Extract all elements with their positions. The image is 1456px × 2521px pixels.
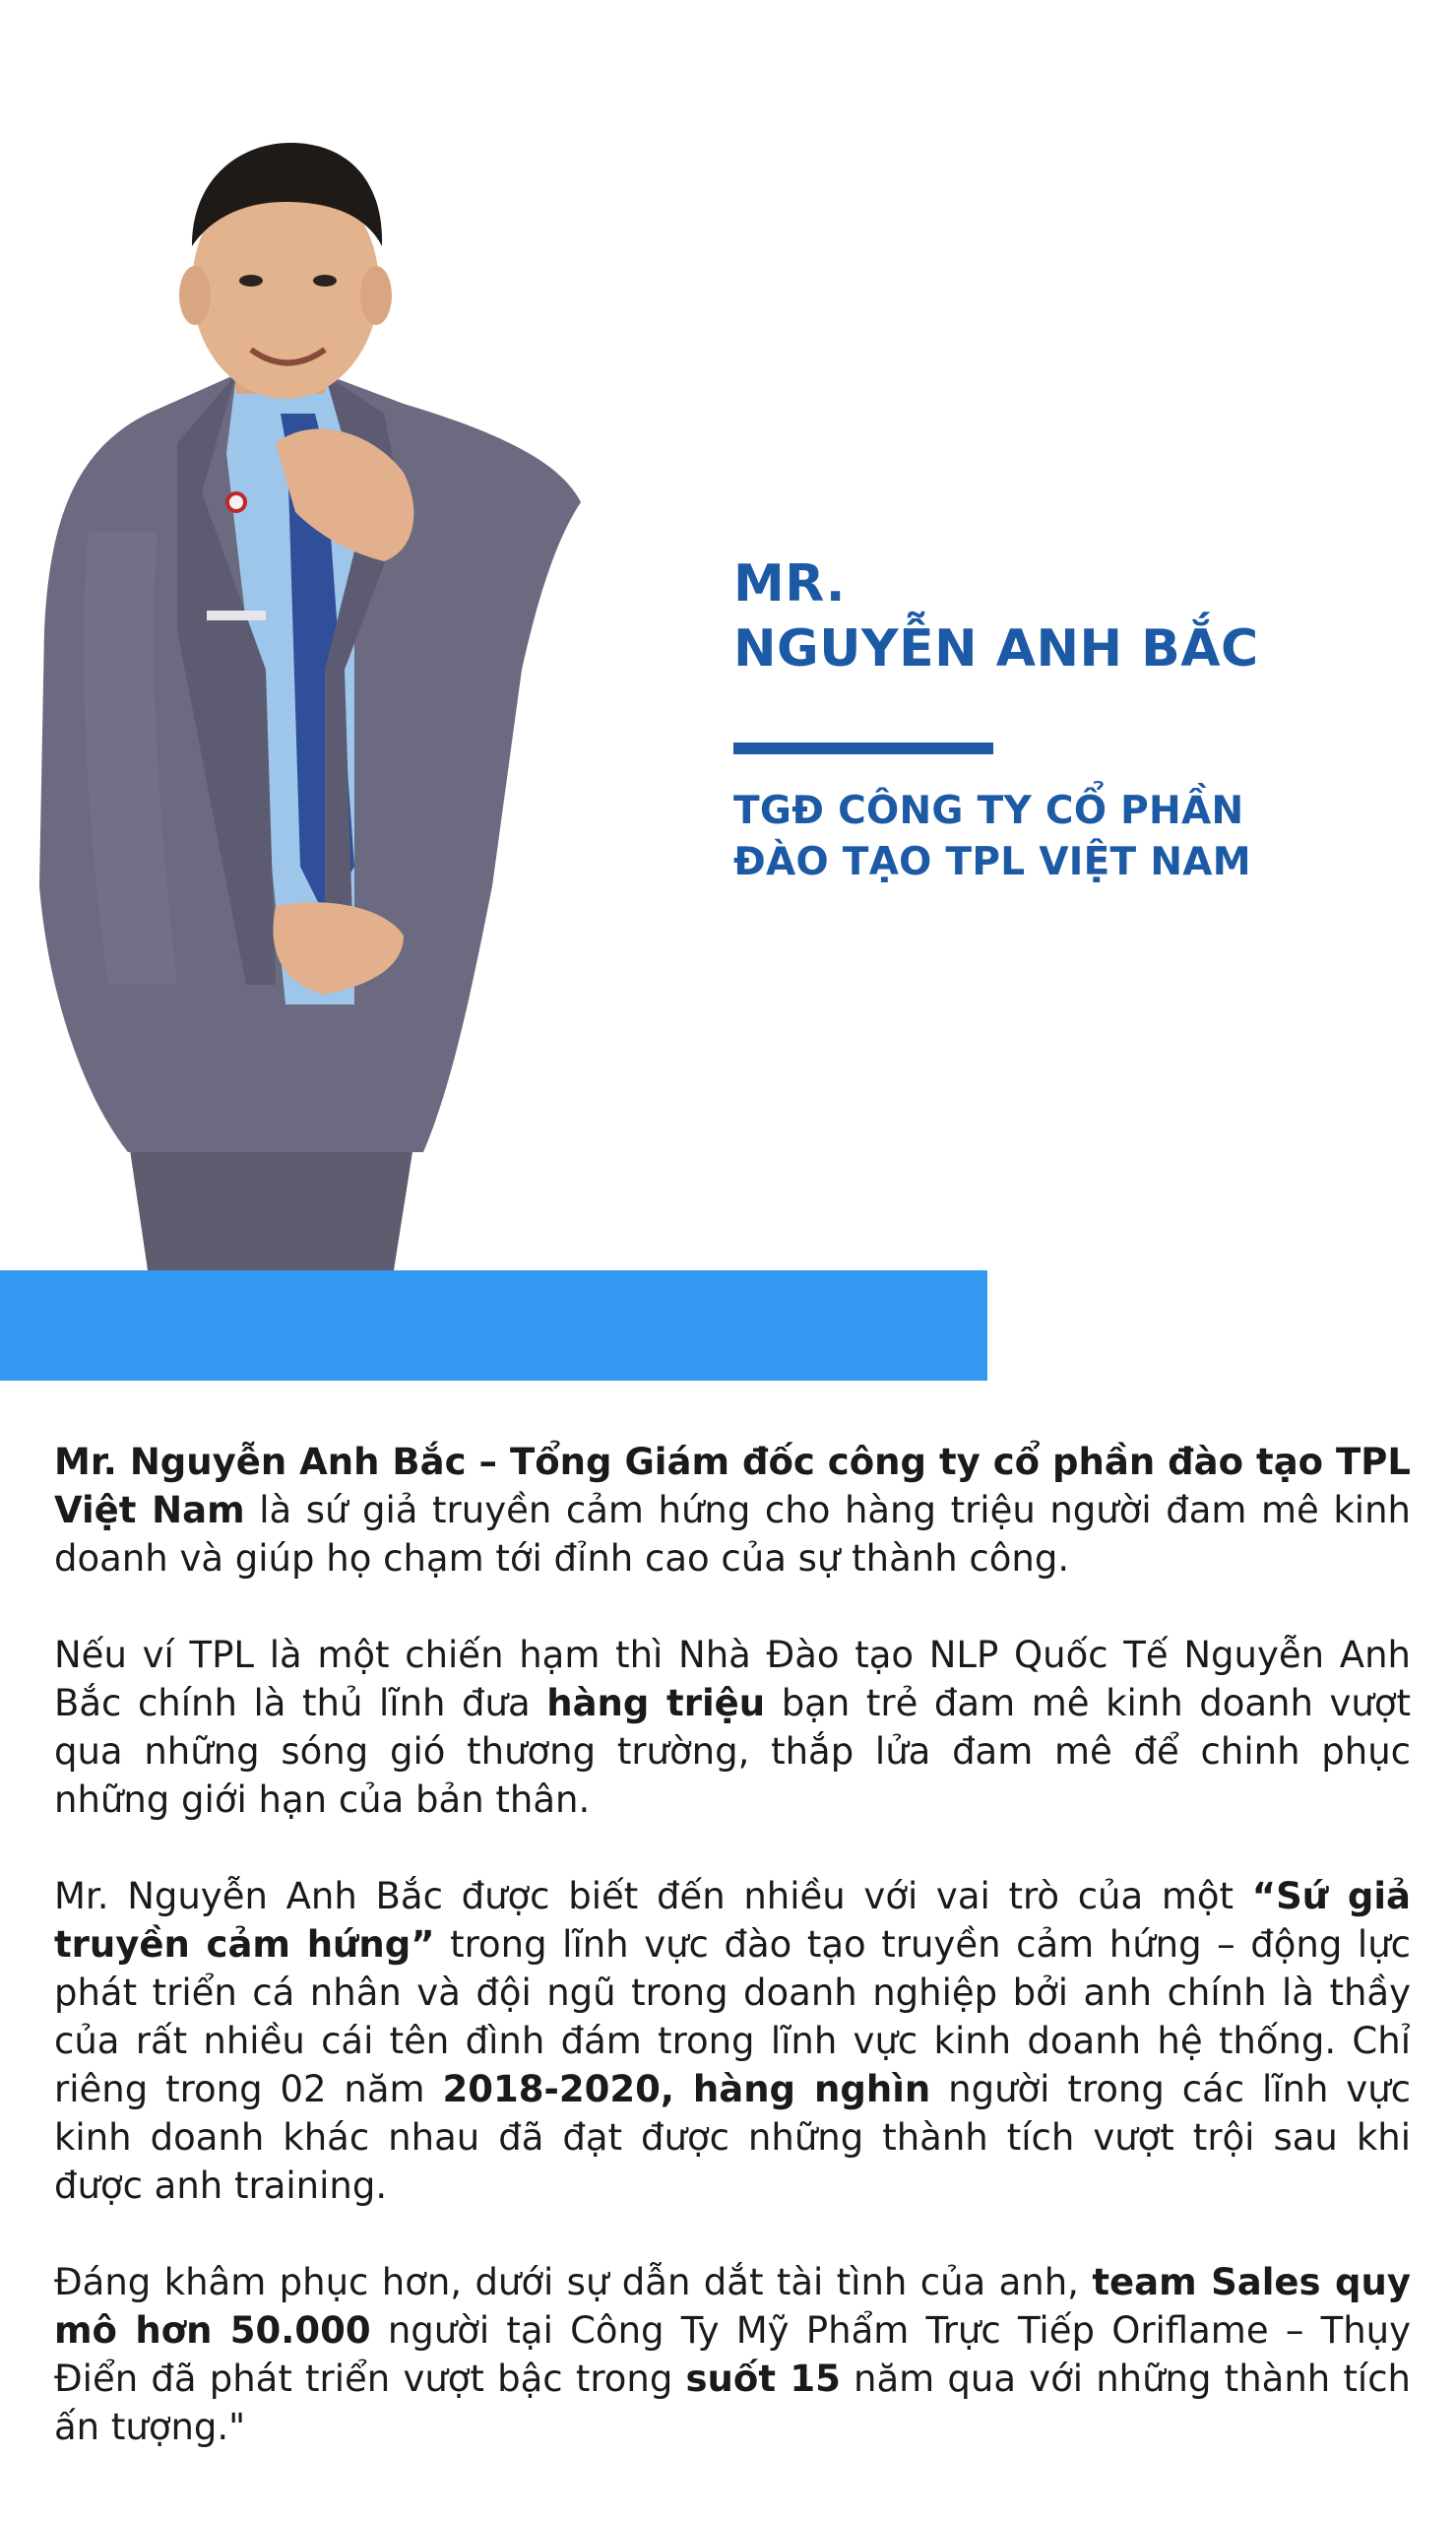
job-title-line-2: ĐÀO TẠO TPL VIỆT NAM	[733, 840, 1251, 884]
bio-text: là sứ giả truyền cảm hứng cho hàng triệu người đam mê kinh doanh và giúp họ chạm tới đỉnh cao của sự thành công.	[54, 1489, 1411, 1580]
job-title	[733, 786, 1423, 888]
bio-bold-text: 2018-2020, hàng nghìn	[442, 2068, 931, 2110]
bio-text: người trong các lĩnh vực kinh doanh khác nhau đã đạt được những thành tích vượt trội sau khi được anh training.	[54, 2068, 1411, 2207]
biography-text	[54, 1438, 1411, 2499]
job-title-line-1: TGĐ CÔNG TY CỔ PHẦN	[733, 789, 1244, 833]
bio-bold-text: Mr. Nguyễn Anh Bắc – Tổng Giám đốc công ty cổ phần đào tạo TPL Việt Nam	[54, 1441, 1411, 1531]
bio-text: năm qua với những thành tích ấn tượng."	[54, 2358, 1411, 2448]
bio-bold-text: hàng triệu	[546, 1682, 766, 1724]
name-title-block	[733, 551, 1423, 888]
bio-paragraph-2	[54, 1631, 1411, 1824]
bio-bold-text: “Sứ giả truyền cảm hứng”	[54, 1875, 1412, 1966]
bio-bold-text: team Sales quy mô hơn 50.000	[54, 2261, 1411, 2352]
name-prefix: MR.	[733, 554, 847, 614]
person-portrait-photo	[30, 118, 610, 1270]
bio-text: Đáng khâm phục hơn, dưới sự dẫn dắt tài tình của anh,	[54, 2261, 1093, 2303]
portrait-illustration	[30, 118, 610, 1270]
bio-text: trong lĩnh vực đào tạo truyền cảm hứng – động lực phát triển cá nhân và đội ngũ trong doanh nghiệp bởi anh chính là thầy của rất nhiều cái tên đình đám trong lĩnh vực kinh doanh hệ thống. Chỉ riêng trong 02 năm	[54, 1923, 1411, 2110]
bio-text: bạn trẻ đam mê kinh doanh vượt qua những sóng gió thương trường, thắp lửa đam mê để chinh phục những giới hạn của bản thân.	[54, 1682, 1412, 1821]
bio-paragraph-1	[54, 1438, 1411, 1583]
bio-text: người tại Công Ty Mỹ Phẩm Trực Tiếp Oriflame – Thụy Điển đã phát triển vượt bậc trong	[54, 2309, 1411, 2400]
bio-paragraph-3	[54, 1872, 1411, 2210]
bio-text: Mr. Nguyễn Anh Bắc được biết đến nhiều với vai trò của một	[54, 1875, 1252, 1917]
bio-paragraph-4	[54, 2258, 1411, 2451]
person-name: NGUYỄN ANH BẮC	[733, 619, 1259, 679]
bio-text: Nếu ví TPL là một chiến hạm thì Nhà Đào tạo NLP Quốc Tế Nguyễn Anh Bắc chính là thủ lĩnh đưa	[54, 1634, 1411, 1724]
accent-divider	[733, 743, 993, 754]
blue-accent-band	[0, 1270, 987, 1381]
bio-bold-text: suốt 15	[685, 2358, 841, 2400]
